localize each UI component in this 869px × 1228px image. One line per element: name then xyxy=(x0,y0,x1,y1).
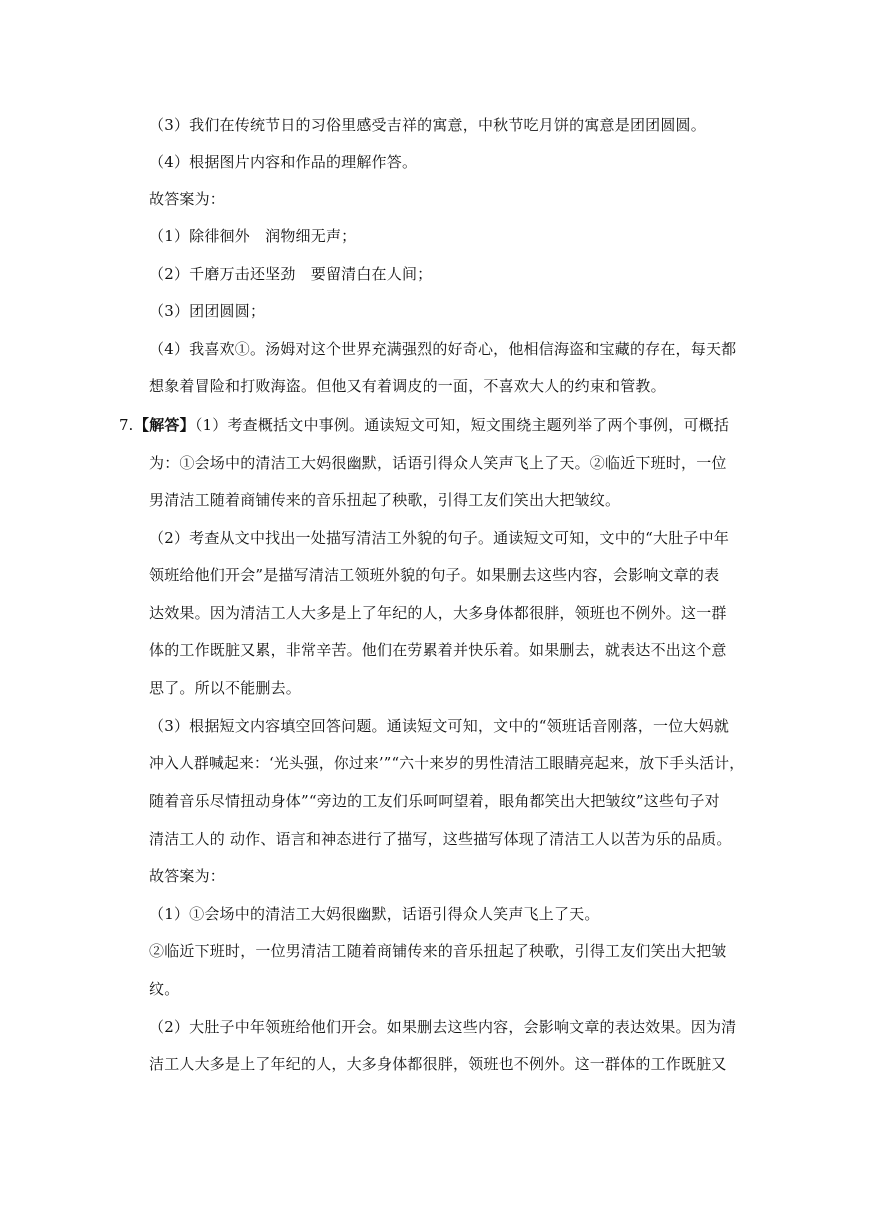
answer-line: 领班给他们开会”是描写清洁工领班外貌的句子。如果删去这些内容，会影响文章的表 xyxy=(149,566,720,584)
answer-line: 为：①会场中的清洁工大妈很幽默，话语引得众人笑声飞上了天。②临近下班时，一位 xyxy=(149,454,727,472)
question-number: 7. xyxy=(119,416,134,434)
answer-line: （3）团团圆圆； xyxy=(149,302,266,320)
answer-line: （1）除徘徊外 润物细无声； xyxy=(149,227,357,245)
answer-heading: 故答案为： xyxy=(149,190,226,208)
answer-line xyxy=(134,415,729,435)
answer-line: 达效果。因为清洁工人大多是上了年纪的人，大多身体都很胖，领班也不例外。这一群 xyxy=(149,604,727,622)
answer-line: 洁工人大多是上了年纪的人，大多身体都很胖，领班也不例外。这一群体的工作既脏又 xyxy=(149,1055,727,1073)
answer-line: 想象着冒险和打败海盗。但他又有着调皮的一面，不喜欢大人的约束和管教。 xyxy=(149,377,666,395)
answer-line: 冲入人群喊起来：‘光头强，你过来’”“六十来岁的男性清洁工眼睛亮起来，放下手头活计， xyxy=(149,754,745,772)
answer-line: （1）①会场中的清洁工大妈很幽默，话语引得众人笑声飞上了天。 xyxy=(149,905,600,923)
answer-tag: 【解答】 xyxy=(134,416,195,434)
answer-line: （2）大肚子中年领班给他们开会。如果删去这些内容，会影响文章的表达效果。因为清 xyxy=(149,1018,737,1036)
answer-line: 男清洁工随着商铺传来的音乐扭起了秧歌，引得工友们笑出大把皱纹。 xyxy=(149,491,621,509)
answer-line: 清洁工人的 动作、语言和神态进行了描写，这些描写体现了清洁工人以苦为乐的品质。 xyxy=(149,830,732,848)
answer-line: ②临近下班时，一位男清洁工随着商铺传来的音乐扭起了秧歌，引得工友们笑出大把皱 xyxy=(149,942,727,960)
answer-line: （4）我喜欢①。汤姆对这个世界充满强烈的好奇心，他相信海盗和宝藏的存在，每天都 xyxy=(149,340,737,358)
answer-text: （1）考查概括文中事例。通读短文可知，短文围绕主题列举了两个事例，可概括 xyxy=(194,416,730,434)
answer-line: （3）根据短文内容填空回答问题。通读短文可知，文中的“领班话音刚落，一位大妈就 xyxy=(149,717,730,735)
answer-line: 纹。 xyxy=(149,980,180,998)
answer-line: （2）考查从文中找出一处描写清洁工外貌的句子。通读短文可知，文中的“大肚子中年 xyxy=(149,529,730,547)
answer-line: （4）根据图片内容和作品的理解作答。 xyxy=(149,153,418,171)
answer-line: 随着音乐尽情扭动身体”“旁边的工友们乐呵呵望着，眼角都笑出大把皱纹”这些句子对 xyxy=(149,792,720,810)
answer-line: 思了。所以不能删去。 xyxy=(149,679,302,697)
answer-line: （2）千磨万击还坚劲 要留清白在人间； xyxy=(149,265,433,283)
answer-line: 体的工作既脏又累，非常辛苦。他们在劳累着并快乐着。如果删去，就表达不出这个意 xyxy=(149,641,727,659)
answer-line: （3）我们在传统节日的习俗里感受吉祥的寓意，中秋节吃月饼的寓意是团团圆圆。 xyxy=(149,116,706,134)
answer-heading: 故答案为： xyxy=(149,867,226,885)
